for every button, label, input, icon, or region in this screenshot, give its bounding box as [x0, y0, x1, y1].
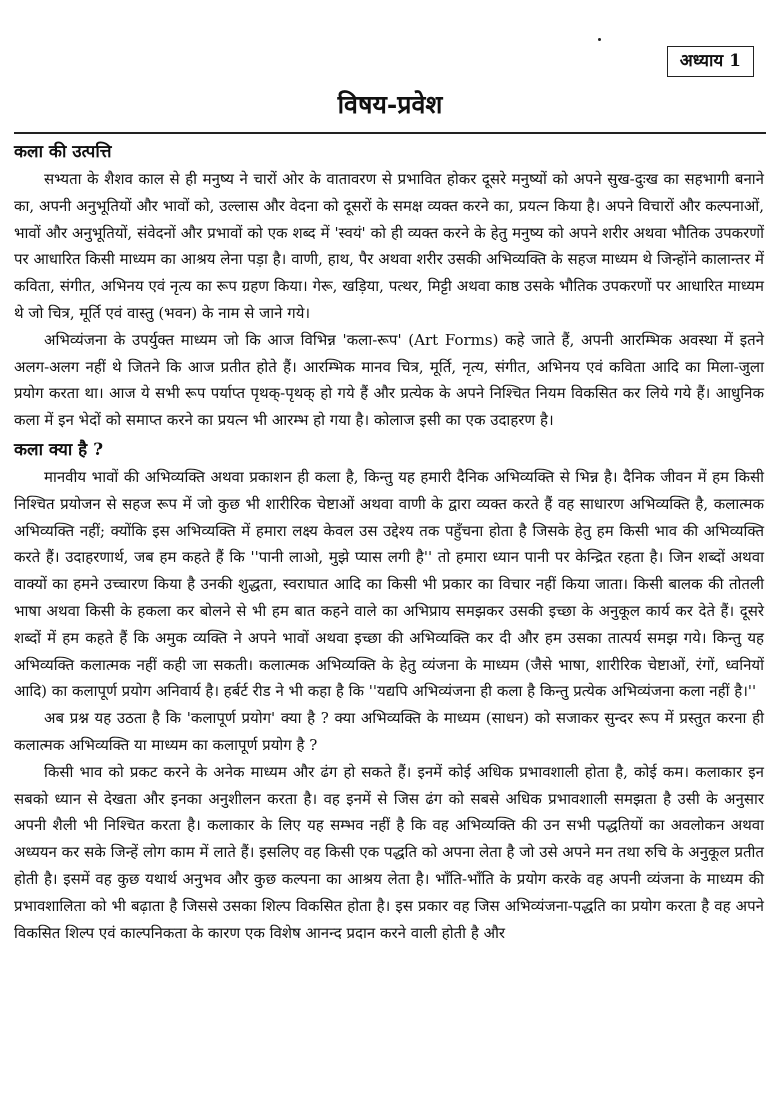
- paragraph: अब प्रश्न यह उठता है कि 'कलापूर्ण प्रयोग' क्या है ? क्या अभिव्यक्ति के माध्यम (साधन) को सजाकर सुन्दर रूप में प्रस्तुत करना ही कलात्मक अभिव्यक्ति या माध्यम का कलापूर्ण प्रयोग है ?: [14, 709, 764, 754]
- document-body: [14, 138, 764, 946]
- paragraph: किसी भाव को प्रकट करने के अनेक माध्यम और ढंग हो सकते हैं। इनमें कोई अधिक प्रभावशाली होता है, कोई कम। कलाकार इन सबको ध्यान से देखता और इनका अनुशीलन करता है। वह इनमें से जिस ढंग को सबसे अधिक प्रभावशाली समझता है उसी के अनुसार अपनी शैली भी निश्चित करता है। कलाकार के लिए यह सम्भव नहीं है कि वह अभिव्यक्ति की उन सभी पद्धतियों का अवलोकन अथवा अध्ययन कर सके जिन्हें लोग काम में लाते हैं। इसलिए वह किसी एक पद्धति को अपना लेता है जो उसे अपने मन तथा रुचि के अनुकूल प्रतीत होती है। इसमें वह कुछ यथार्थ अनुभव और कुछ कल्पना का आश्रय लेता है। भाँति-भाँति के प्रयोग करके वह अपनी व्यंजना के माध्यम की प्रभावशालिता को भी बढ़ाता है जिससे उसका शिल्प विकसित होता है। इस प्रकार वह जिस अभिव्यंजना-पद्धति का प्रयोग करता है वह अपने विकसित शिल्प एवं काल्पनिकता के कारण एक विशेष आनन्द प्रदान करने वाली होती है और: [14, 762, 765, 942]
- paragraph: अभिव्यंजना के उपर्युक्त माध्यम जो कि आज विभिन्न 'कला-रूप' (Art Forms) कहे जाते हैं, अपनी आरम्भिक अवस्था में इतने अलग-अलग नहीं थे जितने कि आज प्रतीत होते हैं। आरम्भिक मानव चित्र, मूर्ति, नृत्य, संगीत, अभिनय एवं कविता आदि का मिला-जुला प्रयोग करता था। आज ये सभी रूप पर्याप्त पृथक्-पृथक् हो गये हैं और प्रत्येक के अपने निश्चित नियम विकसित कर लिये गये हैं। आधुनिक कला में इन भेदों को समाप्त करने का प्रयत्न भी आरम्भ हो गया है। कोलाज इसी का एक उदाहरण है।: [14, 330, 764, 430]
- speck-mark: [598, 38, 601, 41]
- section-what-is-art: [14, 436, 764, 946]
- section-origin-of-art: [14, 138, 764, 434]
- paragraph: मानवीय भावों की अभिव्यक्ति अथवा प्रकाशन ही कला है, किन्तु यह हमारी दैनिक अभिव्यक्ति से भिन्न है। दैनिक जीवन में हम किसी निश्चित प्रयोजन से सहज रूप में जो कुछ भी शारीरिक चेष्टाओं अथवा वाणी के द्वारा व्यक्त करते हैं वह साधारण अभिव्यक्ति है, कलात्मक अभिव्यक्ति नहीं; क्योंकि इस अभिव्यक्ति में हमारा लक्ष्य केवल उस उद्देश्य तक पहुँचना होता है जिसके हेतु हम किसी भाव की अभिव्यक्ति करते हैं। उदाहरणार्थ, जब हम कहते हैं कि ''पानी लाओ, मुझे प्यास लगी है'' तो हमारा ध्यान पानी पर केन्द्रित रहता है। जिन शब्दों अथवा वाक्यों का हमने उच्चारण किया है उनकी शुद्धता, स्वराघात आदि का किसी भी प्रकार का विचार नहीं किया जाता। किसी बालक की तोतली भाषा अथवा किसी के हकला कर बोलने से भी हम बात कहने वाले का अभिप्राय समझकर उसकी इच्छा के अनुकूल कार्य कर देते हैं। दूसरे शब्दों में हम कहते हैं कि अमुक व्यक्ति ने अपने भावों अथवा इच्छा की अभिव्यक्ति कर दी और हम उसका तात्पर्य समझ गये। किन्तु यह अभिव्यक्ति कलात्मक नहीं कही जा सकती। कलात्मक अभिव्यक्ति के हेतु व्यंजना के माध्यम (जैसे भाषा, शारीरिक चेष्टाओं, रंगों, ध्वनियों आदि) का कलापूर्ण प्रयोग अनिवार्य है। हर्बर्ट रीड ने भी कहा है कि ''यद्यपि अभिव्यंजना ही कला है किन्तु प्रत्येक अभिव्यंजना कला नहीं है।'': [14, 467, 764, 701]
- paragraph: सभ्यता के शैशव काल से ही मनुष्य ने चारों ओर के वातावरण से प्रभावित होकर दूसरे मनुष्यों को अपने सुख-दुःख का सहभागी बनाने का, अपनी अनुभूतियों और भावों को, उल्लास और वेदना को दूसरों के समक्ष व्यक्त करने का, प्रयत्न किया है। अपने विचारों और कल्पनाओं, भावों और अनुभूतियों, संवेदनों और प्रभावों को एक शब्द में 'स्वयं' को ही व्यक्त करने के हेतु मनुष्य को अपने शरीर अथवा भौतिक उपकरणों पर आधारित किसी माध्यम का आश्रय लेना पड़ा है। वाणी, हाथ, पैर अथवा शरीर उसकी अभिव्यक्ति के सहज माध्यम थे जिन्होंने कालान्तर में कविता, संगीत, अभिनय एवं नृत्य का रूप ग्रहण किया। गेरू, खड़िया, पत्थर, मिट्टी अथवा काष्ठ उसके भौतिक उपकरणों पर आधारित माध्यम थे जो चित्र, मूर्ति एवं वास्तु (भवन) के नाम से जाने गये।: [14, 170, 764, 322]
- section-heading: कला की उत्पत्ति: [14, 142, 112, 162]
- chapter-label: अध्याय 1: [667, 46, 754, 77]
- page-title: विषय-प्रवेश: [337, 90, 443, 119]
- section-heading: कला क्या है ?: [14, 439, 104, 460]
- title-divider: [14, 132, 766, 134]
